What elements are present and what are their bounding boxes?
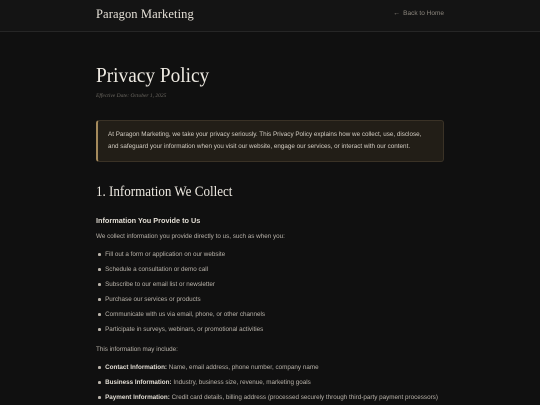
arrow-left-icon: ← (393, 10, 401, 17)
intro-paragraph: We collect information you provide directly to us, such as when you: (96, 233, 285, 240)
intro-notice: At Paragon Marketing, we take your privacy seriously. This Privacy Policy explains how we collect, use, disclose, and safeguard your information when you visit our website, engage our services, or interact with our content. (96, 120, 444, 162)
subheading-information-you-provide: Information You Provide to Us (96, 216, 201, 225)
detail-item-payment: Payment Information: Credit card details, billing address (processed securely through third-party payment processors) (96, 394, 438, 401)
bullet-icon (98, 381, 101, 384)
top-bar (0, 0, 540, 32)
bullet-icon (98, 328, 101, 331)
bullet-icon (98, 283, 101, 286)
bullet-icon (98, 253, 101, 256)
list-item: Communicate with us via email, phone, or other channels (96, 311, 265, 318)
list-item: Fill out a form or application on our website (96, 251, 225, 258)
bullet-icon (98, 366, 101, 369)
back-to-home-label: Back to Home (403, 10, 444, 17)
may-include-paragraph: This information may include: (96, 346, 178, 353)
detail-item-contact: Contact Information: Name, email address, phone number, company name (96, 364, 319, 371)
bullet-icon (98, 268, 101, 271)
detail-item-business: Business Information: Industry, business size, revenue, marketing goals (96, 379, 311, 386)
bullet-icon (98, 298, 101, 301)
effective-date: Effective Date: October 1, 2025 (96, 93, 167, 99)
bullet-icon (98, 313, 101, 316)
list-item: Schedule a consultation or demo call (96, 266, 208, 273)
list-item: Subscribe to our email list or newsletter (96, 281, 215, 288)
brand-logo[interactable]: Paragon Marketing (96, 7, 194, 21)
page-title: Privacy Policy (96, 63, 210, 87)
list-item: Participate in surveys, webinars, or promotional activities (96, 326, 263, 333)
back-to-home-link[interactable] (393, 10, 444, 17)
section-heading-information-we-collect: 1. Information We Collect (96, 184, 233, 200)
list-item: Purchase our services or products (96, 296, 201, 303)
bullet-icon (98, 396, 101, 399)
